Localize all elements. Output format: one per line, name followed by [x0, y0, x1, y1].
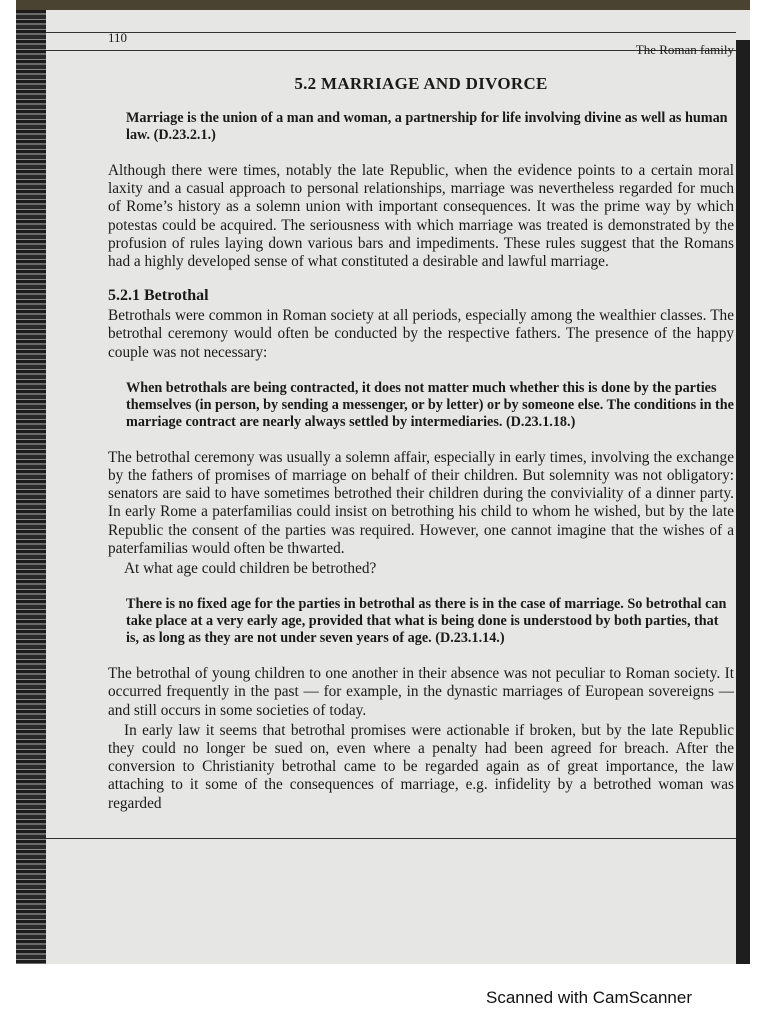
quote-digest-23-1-14: There is no fixed age for the parties in betrothal as there is in the case of marriage. So betrothal can take place at a very early age, provided that what is being done is understood by both parties, that is, as long as they are not under seven years of age. (D.23.1.14.) [126, 596, 727, 647]
page-edge-shadow [736, 40, 750, 964]
ruled-line [46, 838, 736, 839]
book-page [108, 24, 734, 813]
running-header [108, 24, 734, 57]
running-title: The Roman family [635, 42, 734, 57]
paragraph-question: At what age could children be betrothed? [124, 560, 377, 578]
epigraph: Marriage is the union of a man and woman, a partnership for life involving divine as well as human law. (D.23.2.1.) [126, 110, 728, 143]
paragraph-early-law: In early law it seems that betrothal promises were actionable if broken, but by the late Republic they could no longer be sued on, even where a penalty had been agreed for breach. After the conversion to Christianity betrothal came to be regarded again as of great importance, the law attaching to it some of the consequences of marriage, e.g. infidelity by a betrothed woman was regarded [108, 721, 734, 812]
scanner-watermark [0, 988, 768, 1008]
paragraph-ceremony: The betrothal ceremony was usually a solemn affair, especially in early times, involving the exchange by the fathers of promises of marriage on behalf of their children. But solemnity was not obligatory: senators are said to have sometimes betrothed their children during the conviviality of a dinner party. In early Rome a paterfamilias could insist on betrothing his child to whom he wished, but by the late Republic the consent of the parties was required. However, one cannot imagine that the wishes of a paterfamilias would often be thwarted. [108, 448, 734, 557]
subsection-title: 5.2.1 Betrothal [108, 287, 209, 305]
page-number: 110 [108, 30, 128, 45]
paragraph-betrothal: Betrothals were common in Roman society at all periods, especially among the wealthier classes. The betrothal ceremony would often be conducted by the respective fathers. The presence of the happy couple was not necessary: [108, 307, 734, 361]
book-binding-edge [16, 10, 46, 964]
quote-digest-23-1-18: When betrothals are being contracted, it does not matter much whether this is done by the parties themselves (in person, by sending a messenger, or by letter) or by someone else. The conditions in the marriage contract are nearly always settled by intermediaries. (D.23.1.18.) [126, 379, 734, 430]
paragraph-intro: Although there were times, notably the late Republic, when the evidence points to a certain moral laxity and a casual approach to personal relationships, marriage was nevertheless regarded for much of Rome’s history as a solemn union with important consequences. It was the prime way by which potestas could be acquired. The seriousness with which marriage was treated is demonstrated by the profusion of rules laying down various bars and impediments. These rules suggest that the Romans had a highly developed sense of what constituted a desirable and lawful marriage. [108, 162, 734, 271]
paragraph-young-children: The betrothal of young children to one another in their absence was not peculiar to Roman society. It occurred frequently in the past — for example, in the dynastic marriages of European sovereigns — and still occurs in some societies of today. [108, 665, 734, 719]
section-title: 5.2 MARRIAGE AND DIVORCE [294, 74, 548, 93]
watermark-text: Scanned with CamScanner [485, 988, 692, 1007]
scanned-page-photo [16, 0, 750, 964]
desk-edge [16, 0, 750, 10]
